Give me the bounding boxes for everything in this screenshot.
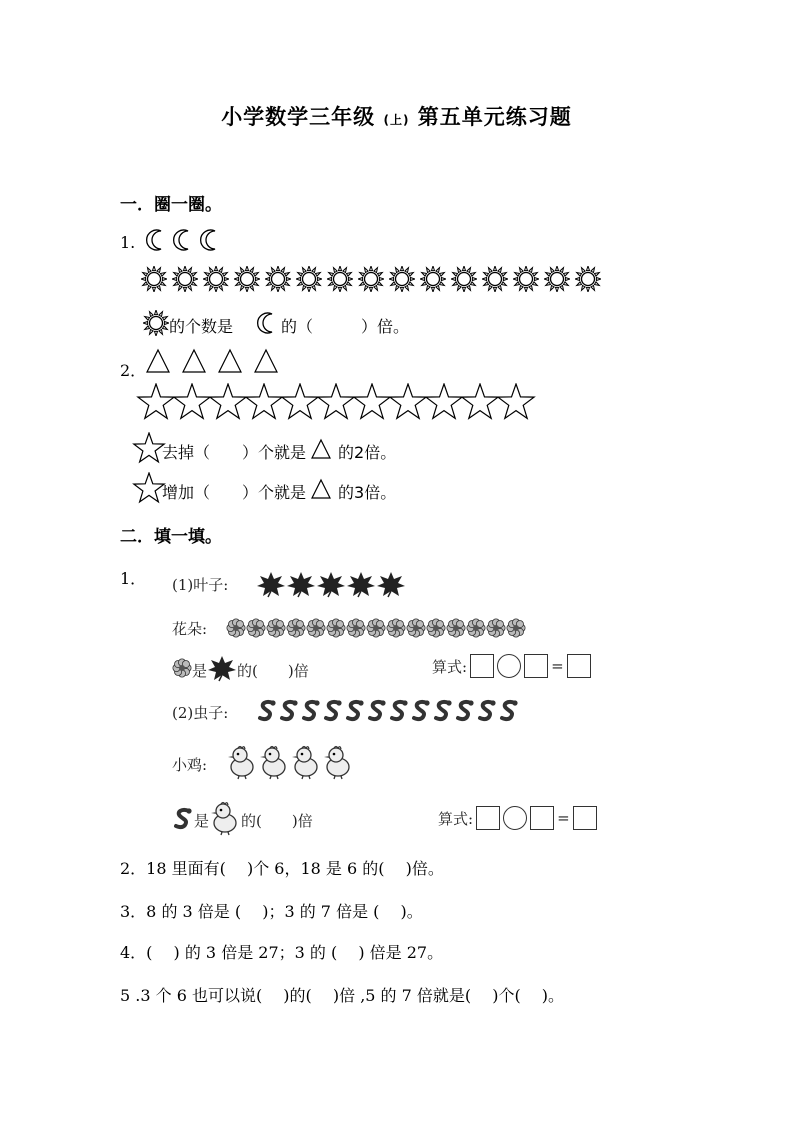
worm-icon: [256, 698, 278, 722]
sun-icon: [234, 266, 260, 292]
flower-icon: [226, 618, 246, 638]
section2-heading: 二．填一填。: [120, 527, 222, 547]
triangle-icon: [217, 348, 243, 374]
star-icon: [424, 383, 464, 423]
leaf-icon: [207, 654, 237, 686]
flower-row: [226, 618, 526, 638]
equals-sign: =: [551, 657, 564, 675]
chick-icon: [209, 800, 241, 836]
worm-icon: [322, 698, 344, 722]
flower-icon: [246, 618, 266, 638]
flower-icon: [426, 618, 446, 638]
part2-question: [172, 800, 313, 840]
worm-icon: [172, 806, 194, 830]
leaf-label: (1)叶子:: [172, 576, 229, 594]
triangle-icon: [145, 348, 171, 374]
leaf-icon: [207, 654, 237, 682]
title-semester: (上): [383, 113, 410, 127]
flower-icon: [386, 618, 406, 638]
q2-line2-text-a: 增加（ ）个就是: [162, 482, 307, 502]
s2-q3: 3．8 的 3 倍是 ( )；3 的 7 倍是 ( )。: [120, 902, 423, 921]
star-icon: [244, 383, 284, 423]
page-title: [0, 101, 793, 131]
flower-icon: [172, 658, 192, 678]
q1-text-a: 的个数是: [169, 316, 234, 336]
triangle-icon: [310, 438, 332, 464]
answer-box[interactable]: [573, 806, 597, 830]
chick-label: 小鸡:: [172, 756, 208, 774]
title-unit: 第五单元练习题: [417, 105, 572, 129]
q2-line2-text-b: 的3倍。: [338, 482, 397, 502]
star-icon: [132, 472, 166, 506]
formula-1: [432, 654, 591, 678]
triangle-icon: [310, 438, 332, 460]
formula-label: 算式:: [438, 809, 474, 828]
leaf-icon: [346, 570, 376, 598]
leaf-icon: [376, 570, 406, 598]
q2-line1: [132, 432, 396, 470]
flower-icon: [366, 618, 386, 638]
answer-box[interactable]: [470, 654, 494, 678]
formula-2: [438, 806, 597, 830]
leaf-icon: [286, 570, 316, 598]
sun-icon: [358, 266, 384, 292]
star-icon: [316, 383, 356, 423]
leaf-icon: [256, 570, 286, 598]
chick-icon: [322, 744, 354, 780]
scanned-figure: [160, 566, 680, 844]
flower-icon: [286, 618, 306, 638]
answer-box[interactable]: [567, 654, 591, 678]
chick-icon: [258, 744, 290, 780]
sun-icon: [544, 266, 570, 292]
star-icon: [132, 472, 166, 510]
star-icon: [132, 432, 166, 466]
triangle-icon: [310, 478, 332, 500]
star-icon: [172, 383, 212, 423]
operator-circle[interactable]: [503, 806, 527, 830]
sun-icon: [203, 266, 229, 292]
sun-icon: [172, 266, 198, 292]
answer-box[interactable]: [476, 806, 500, 830]
chick-row: [226, 744, 354, 780]
worm-icon: [278, 698, 300, 722]
q2-line2: [132, 472, 396, 510]
star-icon: [496, 383, 536, 423]
s2-q1-number: 1．: [120, 569, 147, 588]
moon-icon: [169, 228, 193, 252]
worm-row: [256, 698, 520, 722]
part1-question: [172, 654, 309, 686]
sun-icon: [513, 266, 539, 292]
operator-circle[interactable]: [497, 654, 521, 678]
flower-icon: [306, 618, 326, 638]
sun-icon: [296, 266, 322, 292]
sun-icon: [451, 266, 477, 292]
leaf-row: [256, 570, 406, 598]
s2-q2: 2．18 里面有( )个 6，18 是 6 的( )倍。: [120, 859, 444, 878]
worm-icon: [410, 698, 432, 722]
sun-icon: [143, 310, 169, 340]
sun-icon: [575, 266, 601, 292]
sun-icon: [265, 266, 291, 292]
flower-icon: [446, 618, 466, 638]
flower-icon: [486, 618, 506, 638]
flower-icon: [466, 618, 486, 638]
part2-q-a: 是: [194, 811, 210, 830]
star-icon: [132, 432, 166, 470]
worm-icon: [476, 698, 498, 722]
worm-icon: [454, 698, 476, 722]
part2-q-b: 的( )倍: [241, 811, 313, 830]
flower-icon: [266, 618, 286, 638]
sun-icon: [389, 266, 415, 292]
worm-icon: [366, 698, 388, 722]
flower-icon: [406, 618, 426, 638]
star-icon: [208, 383, 248, 423]
worm-icon: [172, 806, 194, 834]
q1-number: 1.: [120, 233, 136, 252]
worm-icon: [300, 698, 322, 722]
star-icon: [280, 383, 320, 423]
chick-icon: [226, 744, 258, 780]
star-icon: [136, 383, 176, 423]
sun-icon: [327, 266, 353, 292]
triangle-icon: [253, 348, 279, 374]
q1-question: [143, 310, 409, 340]
star-icon: [352, 383, 392, 423]
flower-icon: [326, 618, 346, 638]
moon-icon: [142, 228, 166, 252]
worm-label: (2)虫子:: [172, 704, 229, 722]
flower-icon: [172, 658, 192, 682]
q2-line1-text-a: 去掉（ ）个就是: [162, 442, 307, 462]
triangle-icon: [310, 478, 332, 504]
q2-line1-text-b: 的2倍。: [338, 442, 397, 462]
flower-label: 花朵:: [172, 620, 208, 638]
part1-q-a: 是: [192, 661, 208, 680]
answer-box[interactable]: [530, 806, 554, 830]
sun-icon: [143, 310, 169, 336]
chick-icon: [290, 744, 322, 780]
s2-q5: 5 .3 个 6 也可以说( )的( )倍 ,5 的 7 倍就是( )个( )。: [120, 986, 565, 1005]
sun-icon: [482, 266, 508, 292]
moon-icon: [253, 311, 277, 335]
moon-icon: [196, 228, 220, 252]
s2-q4: 4．( ) 的 3 倍是 27；3 的 ( ) 倍是 27。: [120, 943, 444, 962]
sun-row: [141, 266, 606, 292]
part1-q-b: 的( )倍: [237, 661, 309, 680]
worm-icon: [344, 698, 366, 722]
q2-number: 2．: [120, 361, 147, 380]
title-main: 小学数学三年级: [221, 105, 376, 129]
moon-row: [142, 228, 223, 252]
formula-label: 算式:: [432, 657, 468, 676]
moon-icon: [253, 311, 277, 339]
section1-heading: 一．圈一圈。: [120, 195, 222, 215]
triangle-icon: [181, 348, 207, 374]
worm-icon: [432, 698, 454, 722]
chick-icon: [209, 800, 241, 840]
q1-text-b: 的（ ）倍。: [281, 316, 410, 336]
sun-icon: [141, 266, 167, 292]
star-icon: [388, 383, 428, 423]
leaf-icon: [316, 570, 346, 598]
flower-icon: [506, 618, 526, 638]
answer-box[interactable]: [524, 654, 548, 678]
worm-icon: [388, 698, 410, 722]
flower-icon: [346, 618, 366, 638]
sun-icon: [420, 266, 446, 292]
star-row: [136, 383, 532, 423]
worm-icon: [498, 698, 520, 722]
equals-sign: =: [557, 809, 570, 827]
star-icon: [460, 383, 500, 423]
triangle-row: [145, 348, 289, 374]
